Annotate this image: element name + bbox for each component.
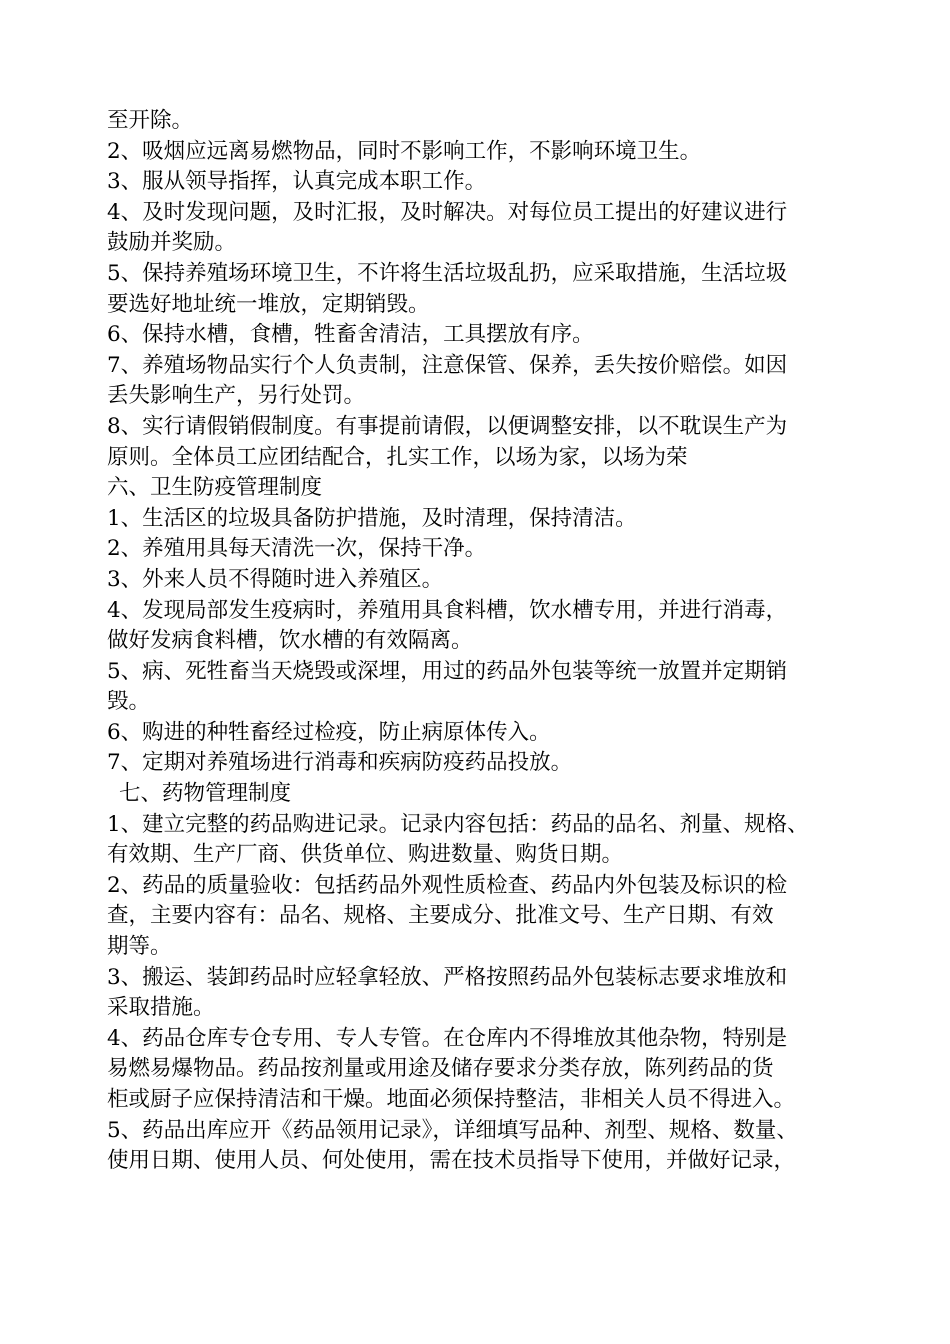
text-line: 5、药品出库应开《药品领用记录》，详细填写品种、剂型、规格、数量、 <box>107 1117 798 1143</box>
text-line: 7、养殖场物品实行个人负责制，注意保管、保养，丢失按价赔偿。如因 <box>107 352 788 378</box>
text-line: 丢失影响生产，另行处罚。 <box>107 383 366 409</box>
text-line: 3、外来人员不得随时进入养殖区。 <box>107 566 444 592</box>
text-line: 2、养殖用具每天清洗一次，保持干净。 <box>107 536 487 562</box>
text-line: 原则。全体员工应团结配合，扎实工作，以场为家，以场为荣 <box>107 444 688 470</box>
text-line: 采取措施。 <box>107 995 215 1021</box>
text-line: 4、及时发现问题，及时汇报，及时解决。对每位员工提出的好建议进行 <box>107 199 788 225</box>
text-line: 4、药品仓库专仓专用、专人专管。在仓库内不得堆放其他杂物，特别是 <box>107 1025 788 1051</box>
text-line: 8、实行请假销假制度。有事提前请假，以便调整安排，以不耽误生产为 <box>107 413 788 439</box>
text-line: 5、病、死牲畜当天烧毁或深埋，用过的药品外包装等统一放置并定期销 <box>107 658 788 684</box>
text-line: 1、生活区的垃圾具备防护措施，及时清理，保持清洁。 <box>107 505 637 531</box>
text-line: 2、药品的质量验收：包括药品外观性质检查、药品内外包装及标识的检 <box>107 872 788 898</box>
text-line: 6、购进的种牲畜经过检疫，防止病原体传入。 <box>107 719 551 745</box>
text-line: 易燃易爆物品。药品按剂量或用途及储存要求分类存放，陈列药品的货 <box>107 1056 774 1082</box>
text-line: 有效期、生产厂商、供货单位、购进数量、购货日期。 <box>107 842 624 868</box>
text-line: 4、发现局部发生疫病时，养殖用具食料槽，饮水槽专用，并进行消毒， <box>107 597 788 623</box>
text-line: 毁。 <box>107 689 151 715</box>
text-line: 查，主要内容有：品名、规格、主要成分、批准文号、生产日期、有效 <box>107 903 774 929</box>
text-line: 期等。 <box>107 934 172 960</box>
text-line: 2、吸烟应远离易燃物品，同时不影响工作，不影响环境卫生。 <box>107 138 702 164</box>
text-line: 7、定期对养殖场进行消毒和疾病防疫药品投放。 <box>107 750 573 776</box>
text-line: 柜或厨子应保持清洁和干燥。地面必须保持整洁，非相关人员不得进入。 <box>107 1087 796 1112</box>
text-line: 做好发病食料槽，饮水槽的有效隔离。 <box>107 628 473 654</box>
section-heading-hygiene: 六、卫生防疫管理制度 <box>107 475 323 501</box>
document-body <box>107 106 867 1177</box>
text-line: 6、保持水槽，食槽，牲畜舍清洁，工具摆放有序。 <box>107 322 594 348</box>
text-line: 鼓励并奖励。 <box>107 230 237 256</box>
text-line: 5、保持养殖场环境卫生，不许将生活垃圾乱扔，应采取措施，生活垃圾 <box>107 260 788 286</box>
text-line: 至开除。 <box>107 108 194 133</box>
text-line: 3、服从领导指挥，认真完成本职工作。 <box>107 169 487 195</box>
text-line: 1、建立完整的药品购进记录。记录内容包括：药品的品名、剂量、规格、 <box>107 811 809 837</box>
text-line: 3、搬运、装卸药品时应轻拿轻放、严格按照药品外包装标志要求堆放和 <box>107 964 788 990</box>
text-line: 要选好地址统一堆放，定期销毁。 <box>107 291 430 317</box>
text-line: 使用日期、使用人员、何处使用，需在技术员指导下使用，并做好记录， <box>107 1148 796 1174</box>
section-heading-medicine: 七、药物管理制度 <box>119 781 292 807</box>
